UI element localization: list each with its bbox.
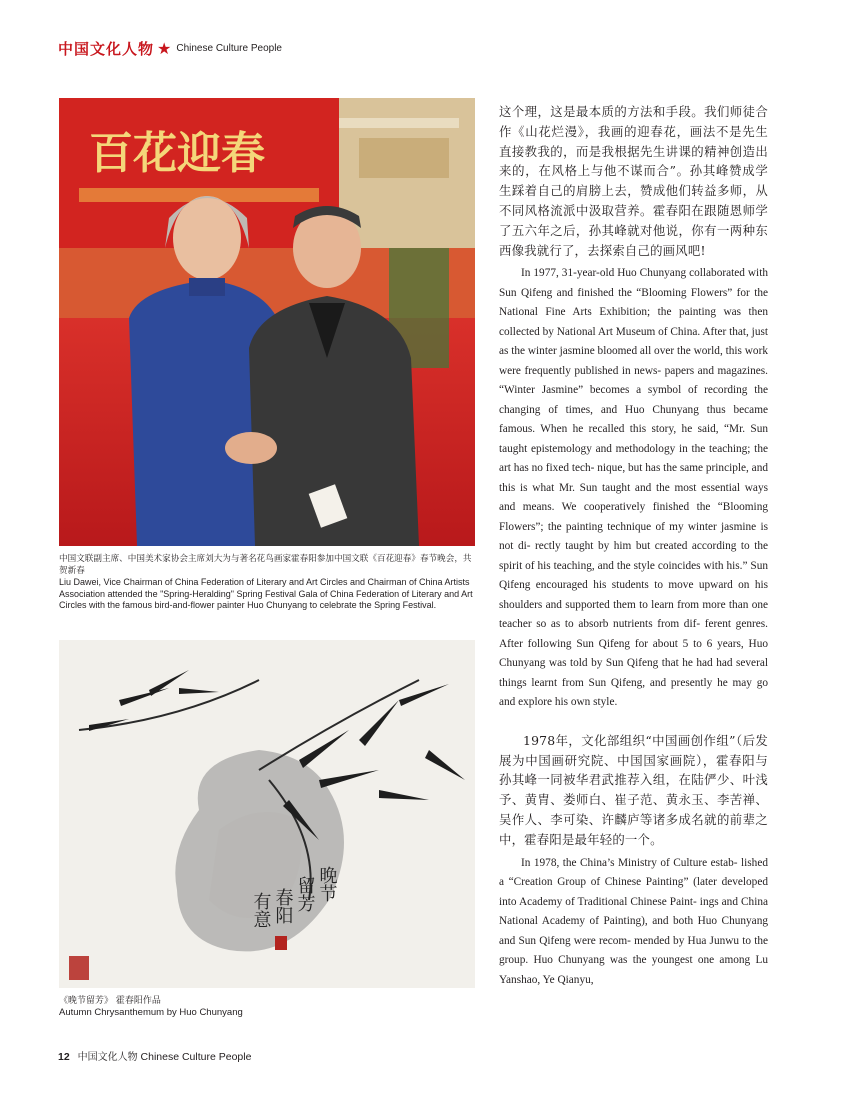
article-paragraph-cn-2: 1978年，文化部组织“中国画创作组”（后发展为中国画研究院、中国国家画院），霍春阳与孙其峰一同被华君武推荐入组，在陆俨少、叶浅予、黄胄、娄师白、崔子范、黄永玉、李苦禅、吴作人、李可染、许麟庐等诸多成名就的前辈之中，霍春阳是最年轻的一个。 xyxy=(499,732,768,847)
photo-caption-en: Liu Dawei, Vice Chairman of China Federation of Literary and Art Circles and Chairman of China Artists Association attended the "Spring-Heralding" Spring Festival Gala of China Federation of Literary and Art Circles with the famous bird-and-flower painter Huo Chunyang to celebrate the Spring Festival. xyxy=(59,577,473,611)
inscription-text-1: 晚节 xyxy=(316,866,338,902)
inscription-text-2: 留芳 xyxy=(294,876,316,912)
magazine-title-en: Chinese Culture People xyxy=(176,42,282,54)
magazine-title-cn: 中国文化人物 xyxy=(58,39,155,58)
gala-photo xyxy=(59,98,475,546)
banner-text: 百花迎春 xyxy=(89,128,265,179)
gala-photo-illustration xyxy=(59,98,475,546)
star-icon: ★ xyxy=(157,38,172,58)
painting-caption xyxy=(59,995,477,1019)
article-column xyxy=(499,102,768,990)
inscription-text-3: 春阳 xyxy=(272,888,294,924)
page-number: 12 xyxy=(58,1051,70,1063)
painting-image xyxy=(59,640,475,988)
article-paragraph-en-1: In 1977, 31-year-old Huo Chunyang collaborated with Sun Qifeng and finished the “Blooming Flowers” for the National Fine Arts Exhibition; the painting was then collected by National Art Museum of China. After that, just as the winter jasmine bloomed all over the world, this work were frequently published in news- papers and magazines. “Winter Jasmine” becomes a symbol of recording the changing of times, and Huo Chunyang thus became famous. When he recalled this story, he said, “Mr. Sun taught epistemology and methodology in the teaching; the art has no fixed tech- nique, but has the same principle, and this is what Mr. Sun taught and the most essential ways and means. We cooperatively finished the “Blooming Flowers”; the painting technique of my winter jasmine is not di- rectly taught by him but created according to the spirit of his teaching, and the style coincides with his.” Sun Qifeng encouraged his students to move upward on his shoulders and supported them to learn from more than one teacher so as to absorb nutrients from dif- ferent genres. After following Sun Qifeng for about 5 to 6 years, Huo Chunyang was told by Sun Qifeng that he had had several things learnt from Sun Qifeng, and presently he may go and explore his own style. xyxy=(499,267,768,709)
seal-mark-icon xyxy=(275,936,287,950)
painting-illustration xyxy=(59,640,475,988)
painting-caption-en: Autumn Chrysanthemum by Huo Chunyang xyxy=(59,1007,243,1018)
article-paragraph-cn-1: 这个理，这是最本质的方法和手段。我们师徒合作《山花烂漫》，我画的迎春花，画法不是先生直接教我的，而是我根据先生讲课的精神创造出来的，在风格上与他不谋而合”。孙其峰赞成学生踩着自己的肩膀上去，赞成他们转益多师，从不同风格流派中汲取营养。霍春阳在跟随恩师学了五六年之后，孙其峰就对他说，你有一两种东西像我就行了，去探索自己的画风吧! xyxy=(499,104,768,258)
running-header xyxy=(58,36,282,60)
inscription-text-4: 有意 xyxy=(250,892,272,928)
article-paragraph-en-2: In 1978, the China’s Ministry of Culture estab- lished a “Creation Group of Chinese Painting” (later developed into Academy of Traditional Chinese Paint- ings and China National Academy of Painting), and both Huo Chunyang and Sun Qifeng were recom- mended by Hua Junwu to the group. Huo Chunyang was the youngest one among Lu Yanshao, Ye Qianyu, xyxy=(499,856,768,986)
photo-caption-cn: 中国文联副主席、中国美术家协会主席刘大为与著名花鸟画家霍春阳参加中国文联《百花迎春》春节晚会，共贺新春 xyxy=(59,554,472,576)
photo-caption xyxy=(59,554,477,612)
footer-title-cn: 中国文化人物 xyxy=(77,1052,138,1063)
footer-title-en: Chinese Culture People xyxy=(140,1051,252,1063)
collector-seal-icon xyxy=(69,956,89,980)
page-footer xyxy=(58,1048,251,1063)
painting-caption-cn: 《晚节留芳》 霍春阳作品 xyxy=(59,996,161,1006)
